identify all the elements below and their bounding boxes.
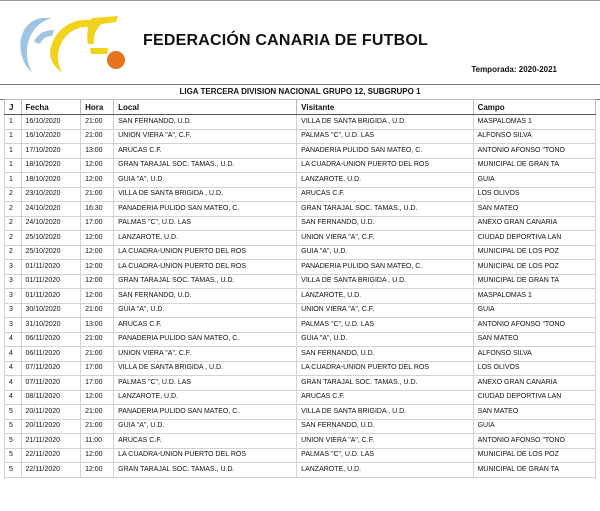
col-matchday-cell: 4: [5, 332, 22, 347]
col-away-cell: GUIA "A", U.D.: [297, 332, 473, 347]
table-row: [5, 390, 596, 405]
col-date-cell: 18/10/2020: [21, 173, 81, 188]
col-venue-cell: GUIA: [473, 419, 595, 434]
col-matchday-cell: 1: [5, 115, 22, 130]
col-time-cell: 16:30: [81, 202, 114, 217]
col-venue-cell: ANEXO GRAN CANARIA: [473, 376, 595, 391]
col-home-cell: LA CUADRA-UNION PUERTO DEL ROS: [114, 260, 297, 275]
col-time-cell: 13:00: [81, 144, 114, 159]
col-time-cell: 12:00: [81, 158, 114, 173]
col-venue-cell: ALFONSO SILVA: [473, 129, 595, 144]
col-time-cell: 21:00: [81, 115, 114, 130]
col-date-cell: 16/10/2020: [21, 129, 81, 144]
col-home-cell: GRAN TARAJAL SOC. TAMAS., U.D.: [114, 463, 297, 478]
col-away-cell: VILLA DE SANTA BRIGIDA , U.D.: [297, 274, 473, 289]
col-date-cell: 21/11/2020: [21, 434, 81, 449]
table-row: [5, 303, 596, 318]
col-away-cell: PANADERIA PULIDO SAN MATEO, C.: [297, 144, 473, 159]
col-venue-cell: LOS OLIVOS: [473, 187, 595, 202]
col-matchday-cell: 3: [5, 318, 22, 333]
col-away-cell: GRAN TARAJAL SOC. TAMAS., U.D.: [297, 376, 473, 391]
col-date-cell: 23/10/2020: [21, 187, 81, 202]
col-home-header: Local: [114, 100, 297, 115]
table-row: [5, 434, 596, 449]
fixtures-table-header: [5, 100, 596, 115]
col-home-cell: LA CUADRA-UNION PUERTO DEL ROS: [114, 245, 297, 260]
col-venue-cell: ANTONIO AFONSO "TONO: [473, 434, 595, 449]
col-date-cell: 22/11/2020: [21, 448, 81, 463]
col-away-cell: SAN FERNANDO, U.D.: [297, 216, 473, 231]
col-away-cell: ARUCAS C.F.: [297, 187, 473, 202]
table-row: [5, 376, 596, 391]
table-row: [5, 158, 596, 173]
table-row: [5, 332, 596, 347]
col-date-cell: 01/11/2020: [21, 260, 81, 275]
col-home-cell: ARUCAS C.F.: [114, 318, 297, 333]
col-venue-cell: MUNICIPAL DE LOS POZ: [473, 260, 595, 275]
col-home-cell: SAN FERNANDO, U.D.: [114, 289, 297, 304]
col-matchday-cell: 5: [5, 463, 22, 478]
col-time-cell: 21:00: [81, 332, 114, 347]
col-away-cell: PANADERIA PULIDO SAN MATEO, C.: [297, 260, 473, 275]
col-matchday-cell: 4: [5, 376, 22, 391]
col-matchday-cell: 2: [5, 245, 22, 260]
table-header-row: [5, 100, 596, 115]
col-home-cell: LANZAROTE, U.D.: [114, 231, 297, 246]
table-row: [5, 347, 596, 362]
col-time-cell: 21:00: [81, 347, 114, 362]
col-time-header: Hora: [81, 100, 114, 115]
table-row: [5, 115, 596, 130]
col-date-cell: 06/11/2020: [21, 347, 81, 362]
col-date-cell: 07/11/2020: [21, 361, 81, 376]
col-venue-cell: MUNICIPAL DE LOS POZ: [473, 448, 595, 463]
col-matchday-cell: 5: [5, 419, 22, 434]
col-time-cell: 12:00: [81, 448, 114, 463]
table-row: [5, 187, 596, 202]
col-matchday-cell: 3: [5, 274, 22, 289]
col-time-cell: 21:00: [81, 303, 114, 318]
col-date-cell: 24/10/2020: [21, 202, 81, 217]
col-home-cell: LANZAROTE, U.D.: [114, 390, 297, 405]
col-date-cell: 08/11/2020: [21, 390, 81, 405]
col-venue-cell: MUNICIPAL DE GRAN TA: [473, 463, 595, 478]
col-home-cell: VILLA DE SANTA BRIGIDA , U.D.: [114, 361, 297, 376]
col-away-cell: UNION VIERA "A", C.F.: [297, 434, 473, 449]
col-home-cell: SAN FERNANDO, U.D.: [114, 115, 297, 130]
col-date-cell: 20/11/2020: [21, 419, 81, 434]
col-date-cell: 25/10/2020: [21, 245, 81, 260]
table-row: [5, 463, 596, 478]
col-venue-cell: GUIA: [473, 173, 595, 188]
col-home-cell: ARUCAS C.F.: [114, 434, 297, 449]
table-row: [5, 245, 596, 260]
col-date-cell: 22/11/2020: [21, 463, 81, 478]
col-venue-cell: CIUDAD DEPORTIVA LAN: [473, 231, 595, 246]
col-date-cell: 17/10/2020: [21, 144, 81, 159]
col-venue-cell: SAN MATEO: [473, 405, 595, 420]
col-matchday-cell: 5: [5, 448, 22, 463]
table-row: [5, 202, 596, 217]
col-time-cell: 17:00: [81, 376, 114, 391]
col-venue-cell: MUNICIPAL DE GRAN TA: [473, 274, 595, 289]
col-home-cell: GUIA "A", U.D.: [114, 303, 297, 318]
col-home-cell: LA CUADRA-UNION PUERTO DEL ROS: [114, 448, 297, 463]
league-title: LIGA TERCERA DIVISION NACIONAL GRUPO 12, SUBGRUPO 1: [0, 84, 600, 100]
col-time-cell: 21:00: [81, 405, 114, 420]
table-row: [5, 129, 596, 144]
table-row: [5, 173, 596, 188]
fixtures-table: [4, 99, 596, 478]
table-row: [5, 419, 596, 434]
col-time-cell: 12:00: [81, 231, 114, 246]
col-away-cell: UNION VIERA "A", C.F.: [297, 303, 473, 318]
col-matchday-cell: 1: [5, 173, 22, 188]
col-date-cell: 16/10/2020: [21, 115, 81, 130]
col-date-cell: 07/11/2020: [21, 376, 81, 391]
col-time-cell: 12:00: [81, 173, 114, 188]
col-venue-cell: ANTONIO AFONSO "TONO: [473, 144, 595, 159]
col-time-cell: 13:00: [81, 318, 114, 333]
col-away-header: Visitante: [297, 100, 473, 115]
col-away-cell: LANZAROTE, U.D.: [297, 173, 473, 188]
col-time-cell: 21:00: [81, 187, 114, 202]
col-away-cell: LANZAROTE, U.D.: [297, 463, 473, 478]
col-date-cell: 25/10/2020: [21, 231, 81, 246]
col-date-cell: 01/11/2020: [21, 289, 81, 304]
col-matchday-cell: 2: [5, 231, 22, 246]
col-home-cell: PANADERIA PULIDO SAN MATEO, C.: [114, 405, 297, 420]
col-date-cell: 30/10/2020: [21, 303, 81, 318]
col-time-cell: 21:00: [81, 419, 114, 434]
col-matchday-cell: 1: [5, 144, 22, 159]
col-away-cell: GUIA "A", U.D.: [297, 245, 473, 260]
col-time-cell: 11:00: [81, 434, 114, 449]
col-matchday-cell: 3: [5, 260, 22, 275]
col-time-cell: 12:00: [81, 274, 114, 289]
col-matchday-cell: 3: [5, 303, 22, 318]
col-venue-cell: MUNICIPAL DE GRAN TA: [473, 158, 595, 173]
col-home-cell: ARUCAS C.F.: [114, 144, 297, 159]
col-matchday-cell: 4: [5, 347, 22, 362]
table-row: [5, 231, 596, 246]
col-home-cell: GUIA "A", U.D.: [114, 173, 297, 188]
col-matchday-cell: 5: [5, 434, 22, 449]
season-label: Temporada: 2020-2021: [471, 65, 557, 74]
col-venue-cell: MASPALOMAS 1: [473, 115, 595, 130]
col-venue-cell: CIUDAD DEPORTIVA LAN: [473, 390, 595, 405]
col-away-cell: GRAN TARAJAL SOC. TAMAS., U.D.: [297, 202, 473, 217]
col-time-cell: 12:00: [81, 463, 114, 478]
table-row: [5, 448, 596, 463]
col-home-cell: PANADERIA PULIDO SAN MATEO, C.: [114, 332, 297, 347]
col-date-cell: 06/11/2020: [21, 332, 81, 347]
col-time-cell: 12:00: [81, 260, 114, 275]
col-away-cell: LA CUADRA-UNION PUERTO DEL ROS: [297, 361, 473, 376]
col-away-cell: VILLA DE SANTA BRIGIDA , U.D.: [297, 405, 473, 420]
col-date-cell: 18/10/2020: [21, 158, 81, 173]
col-home-cell: PANADERIA PULIDO SAN MATEO, C.: [114, 202, 297, 217]
col-matchday-cell: 4: [5, 390, 22, 405]
table-row: [5, 144, 596, 159]
col-matchday-cell: 2: [5, 216, 22, 231]
col-away-cell: UNION VIERA "A", C.F.: [297, 231, 473, 246]
col-home-cell: PALMAS "C", U.D. LAS: [114, 376, 297, 391]
col-time-cell: 17:00: [81, 361, 114, 376]
col-away-cell: PALMAS "C", U.D. LAS: [297, 129, 473, 144]
col-matchday-cell: 2: [5, 202, 22, 217]
col-venue-cell: ANEXO GRAN CANARIA: [473, 216, 595, 231]
col-home-cell: VILLA DE SANTA BRIGIDA , U.D.: [114, 187, 297, 202]
col-matchday-cell: 1: [5, 158, 22, 173]
col-home-cell: GRAN TARAJAL SOC. TAMAS., U.D.: [114, 158, 297, 173]
col-venue-cell: LOS OLIVOS: [473, 361, 595, 376]
col-time-cell: 21:00: [81, 129, 114, 144]
col-away-cell: VILLA DE SANTA BRIGIDA , U.D.: [297, 115, 473, 130]
col-home-cell: GRAN TARAJAL SOC. TAMAS., U.D.: [114, 274, 297, 289]
col-venue-header: Campo: [473, 100, 595, 115]
col-away-cell: PALMAS "C", U.D. LAS: [297, 448, 473, 463]
col-away-cell: LA CUADRA-UNION PUERTO DEL ROS: [297, 158, 473, 173]
col-venue-cell: SAN MATEO: [473, 202, 595, 217]
col-away-cell: LANZAROTE, U.D.: [297, 289, 473, 304]
col-venue-cell: MASPALOMAS 1: [473, 289, 595, 304]
col-time-cell: 17:00: [81, 216, 114, 231]
col-home-cell: PALMAS "C", U.D. LAS: [114, 216, 297, 231]
col-time-cell: 12:00: [81, 289, 114, 304]
col-matchday-header: J: [5, 100, 22, 115]
col-matchday-cell: 4: [5, 361, 22, 376]
organization-title: FEDERACIÓN CANARIA DE FUTBOL: [143, 32, 428, 49]
table-row: [5, 216, 596, 231]
col-away-cell: ARUCAS C.F.: [297, 390, 473, 405]
col-matchday-cell: 5: [5, 405, 22, 420]
table-row: [5, 260, 596, 275]
col-matchday-cell: 2: [5, 187, 22, 202]
col-time-cell: 12:00: [81, 245, 114, 260]
col-time-cell: 12:00: [81, 390, 114, 405]
col-date-header: Fecha: [21, 100, 81, 115]
document-header: [0, 0, 600, 84]
col-venue-cell: ANTONIO AFONSO "TONO: [473, 318, 595, 333]
col-home-cell: UNION VIERA "A", C.F.: [114, 129, 297, 144]
col-venue-cell: ALFONSO SILVA: [473, 347, 595, 362]
col-matchday-cell: 3: [5, 289, 22, 304]
col-home-cell: UNION VIERA "A", C.F.: [114, 347, 297, 362]
col-date-cell: 31/10/2020: [21, 318, 81, 333]
table-row: [5, 405, 596, 420]
col-date-cell: 01/11/2020: [21, 274, 81, 289]
col-away-cell: PALMAS "C", U.D. LAS: [297, 318, 473, 333]
fcf-logo-icon: [12, 12, 130, 74]
table-row: [5, 361, 596, 376]
col-venue-cell: GUIA: [473, 303, 595, 318]
table-row: [5, 274, 596, 289]
fixtures-table-body: [5, 115, 596, 478]
col-date-cell: 20/11/2020: [21, 405, 81, 420]
col-venue-cell: SAN MATEO: [473, 332, 595, 347]
col-date-cell: 24/10/2020: [21, 216, 81, 231]
table-row: [5, 318, 596, 333]
col-away-cell: SAN FERNANDO, U.D.: [297, 347, 473, 362]
col-away-cell: SAN FERNANDO, U.D.: [297, 419, 473, 434]
table-row: [5, 289, 596, 304]
col-venue-cell: MUNICIPAL DE LOS POZ: [473, 245, 595, 260]
col-home-cell: GUIA "A", U.D.: [114, 419, 297, 434]
col-matchday-cell: 1: [5, 129, 22, 144]
